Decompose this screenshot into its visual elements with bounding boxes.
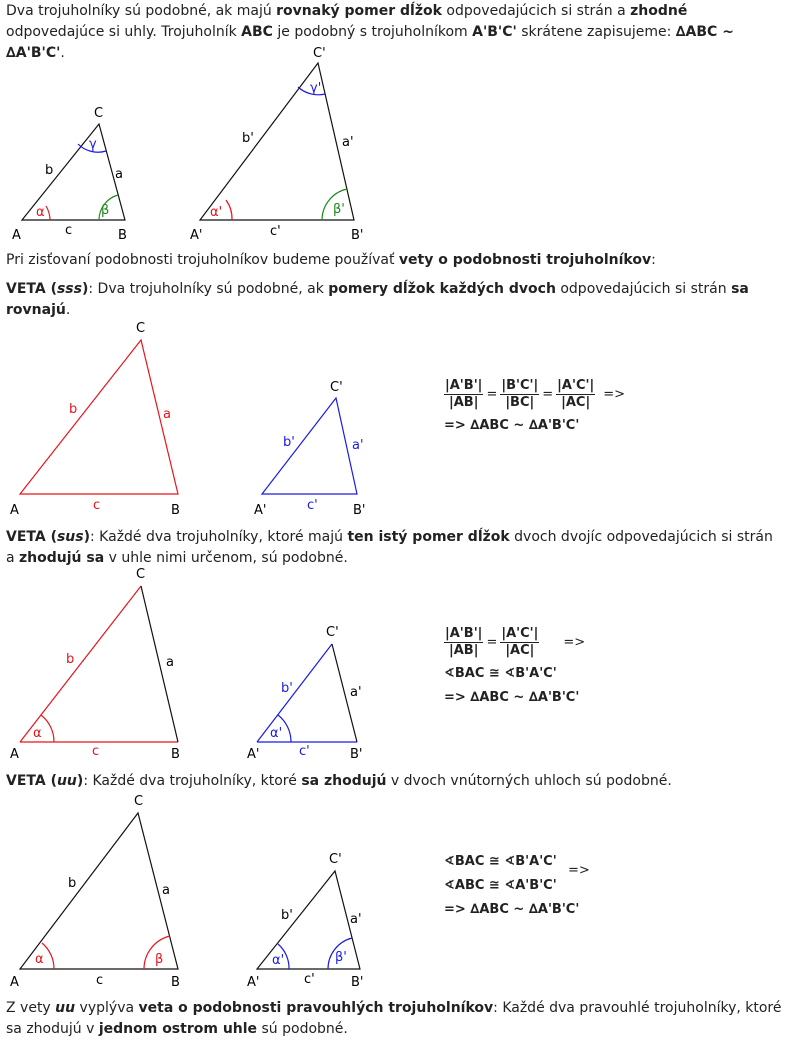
- ratio-ab: $\frac{|A'B'|}{|AB|}$: [445, 378, 483, 410]
- sss-triangle-abc-prime: [254, 380, 366, 518]
- uu-triangle-abc-prime: [247, 852, 364, 990]
- sus-angle-congruence: ∢BAC ≅ ∢B'A'C': [444, 666, 557, 681]
- intro-paragraph: Dva trojuholníky sú podobné, ak majú rovnaký pomer dĺžok odpovedajúcich si strán a zhodné odpovedajúce si uhly. Trojuholník ABC je podobný s trojuholníkom A'B'C' skrátene zapisujeme: ∆ABC ~ ∆A'B'C'.: [6, 3, 734, 61]
- side-b: b: [68, 876, 77, 891]
- beta-label: β: [101, 203, 110, 218]
- side-b: b: [69, 402, 78, 417]
- alpha-prime-label: α': [272, 953, 285, 968]
- vertex-c-prime: C': [330, 380, 343, 395]
- side-c-prime: c': [270, 224, 281, 239]
- vertex-c-prime: C': [326, 625, 339, 640]
- triangle-abc: [12, 106, 127, 243]
- vertex-a-prime: A': [190, 228, 203, 243]
- theorems-intro: Pri zisťovaní podobnosti trojuholníkov budeme používať vety o podobnosti trojuholníkov:: [6, 252, 656, 268]
- vertex-c: C: [136, 321, 146, 336]
- alpha-label: α: [33, 726, 42, 741]
- vertex-a-prime: A': [247, 747, 260, 762]
- uu-angle-alpha: ∢BAC ≅ ∢B'A'C': [444, 854, 557, 869]
- vertex-a: A: [10, 503, 19, 518]
- alpha-prime-label: α': [210, 205, 223, 220]
- side-b-prime: b': [283, 435, 295, 450]
- ratio-bc: $\frac{|B'C'|}{|BC|}$: [501, 378, 539, 410]
- ratio-ac: $\frac{|A'C'|}{|AC|}$: [557, 378, 595, 410]
- ratio-ac: $\frac{|A'C'|}{|AC|}$: [501, 626, 539, 658]
- sss-relation: $\frac{|A'B'|}{|AB|}$ = $\frac{|B'C'|}{|BC|}$ = $\frac{|A'C'|}{|AC|}$ => => ∆ABC ~ ∆A'B'C': [444, 378, 628, 438]
- vertex-a: A: [12, 228, 21, 243]
- side-b: b: [45, 163, 54, 178]
- side-b: b: [66, 652, 75, 667]
- uu-relation: [444, 850, 590, 922]
- vertex-b: B: [171, 747, 180, 762]
- sus-triangle-abc-prime: [247, 625, 363, 762]
- side-b-prime: b': [281, 681, 293, 696]
- side-c: c: [96, 973, 104, 988]
- uu-triangle-abc: [10, 794, 180, 990]
- uu-implies: =>: [568, 863, 590, 878]
- alpha-arc: [41, 715, 54, 742]
- side-c-prime: c': [307, 498, 318, 513]
- right-triangle-theorem: Z vety uu vyplýva veta o podobnosti pravouhlých trojuholníkov: Každé dva pravouhlé trojuholníky, ktoré sa zhodujú v jednom ostrom uhle sú podobné.: [6, 1000, 782, 1037]
- alpha-arc: [42, 943, 54, 969]
- side-c-prime: c': [304, 972, 315, 987]
- beta-prime-label: β': [335, 950, 347, 965]
- side-a-prime: a': [350, 685, 362, 700]
- vertex-c: C: [136, 567, 146, 582]
- sss-figure: [0, 318, 420, 523]
- sus-conclusion: => ∆ABC ~ ∆A'B'C': [444, 690, 580, 705]
- vertex-b-prime: B': [350, 747, 363, 762]
- vertex-b-prime: B': [351, 228, 364, 243]
- side-b-prime: b': [281, 908, 293, 923]
- sus-triangle-abc: [10, 567, 180, 762]
- vertex-b: B: [171, 975, 180, 990]
- uu-conclusion: => ∆ABC ~ ∆A'B'C': [444, 902, 580, 917]
- uu-angle-beta: ∢ABC ≅ ∢A'B'C': [444, 878, 557, 893]
- alpha-arc: [46, 206, 50, 220]
- beta-prime-label: β': [333, 202, 345, 217]
- vertex-c-prime: C': [313, 46, 326, 61]
- alpha-label: α: [35, 952, 44, 967]
- gamma-label: γ: [89, 137, 97, 152]
- side-a: a: [166, 655, 174, 670]
- vertex-a: A: [10, 975, 19, 990]
- side-a-prime: a': [350, 912, 362, 927]
- vertex-c-prime: C': [329, 852, 342, 867]
- side-b-prime: b': [242, 131, 254, 146]
- side-c: c: [93, 498, 101, 513]
- vertex-b: B: [171, 503, 180, 518]
- side-c: c: [92, 744, 100, 759]
- theorem-uu: VETA (uu): Každé dva trojuholníky, ktoré sa zhodujú v dvoch vnútorných uhloch sú podobné.: [6, 773, 672, 789]
- theorem-sss: VETA (sss): Dva trojuholníky sú podobné, ak pomery dĺžok každých dvoch odpovedajúcich si strán sa rovnajú.: [6, 281, 749, 318]
- vertex-c: C: [134, 794, 144, 809]
- similar-triangles-figure: [0, 40, 400, 248]
- vertex-a: A: [10, 747, 19, 762]
- triangle-abc-prime: [190, 46, 364, 243]
- theorem-sus: VETA (sus): Každé dva trojuholníky, ktoré majú ten istý pomer dĺžok dvoch dvojíc odpovedajúcich si strán a zhodujú sa v uhle nimi určenom, sú podobné.: [6, 529, 773, 566]
- alpha-label: α: [36, 205, 45, 220]
- side-a: a: [163, 407, 171, 422]
- side-a: a: [162, 883, 170, 898]
- gamma-prime-label: γ': [310, 81, 322, 96]
- sss-conclusion: => ∆ABC ~ ∆A'B'C': [444, 418, 580, 433]
- sus-figure: [0, 566, 420, 771]
- sss-triangle-abc: [10, 321, 180, 518]
- beta-label: β: [155, 952, 164, 967]
- side-c-prime: c': [299, 744, 310, 759]
- alpha-prime-arc: [226, 200, 232, 220]
- side-a-prime: a': [352, 438, 364, 453]
- ratio-ab: $\frac{|A'B'|}{|AB|}$: [445, 626, 483, 658]
- sus-relation: $\frac{|A'B'|}{|AB|}$ = $\frac{|A'C'|}{|AC|}$ => ∢BAC ≅ ∢B'A'C' => ∆ABC ~ ∆A'B'C': [444, 626, 588, 710]
- side-a-prime: a': [342, 135, 354, 150]
- vertex-b-prime: B': [351, 975, 364, 990]
- uu-figure: [0, 793, 420, 998]
- vertex-c: C: [94, 106, 104, 121]
- vertex-b: B: [118, 228, 127, 243]
- vertex-b-prime: B': [353, 503, 366, 518]
- vertex-a-prime: A': [247, 975, 260, 990]
- side-a: a: [115, 167, 123, 182]
- side-c: c: [65, 223, 73, 238]
- vertex-a-prime: A': [254, 503, 267, 518]
- alpha-prime-label: α': [270, 726, 283, 741]
